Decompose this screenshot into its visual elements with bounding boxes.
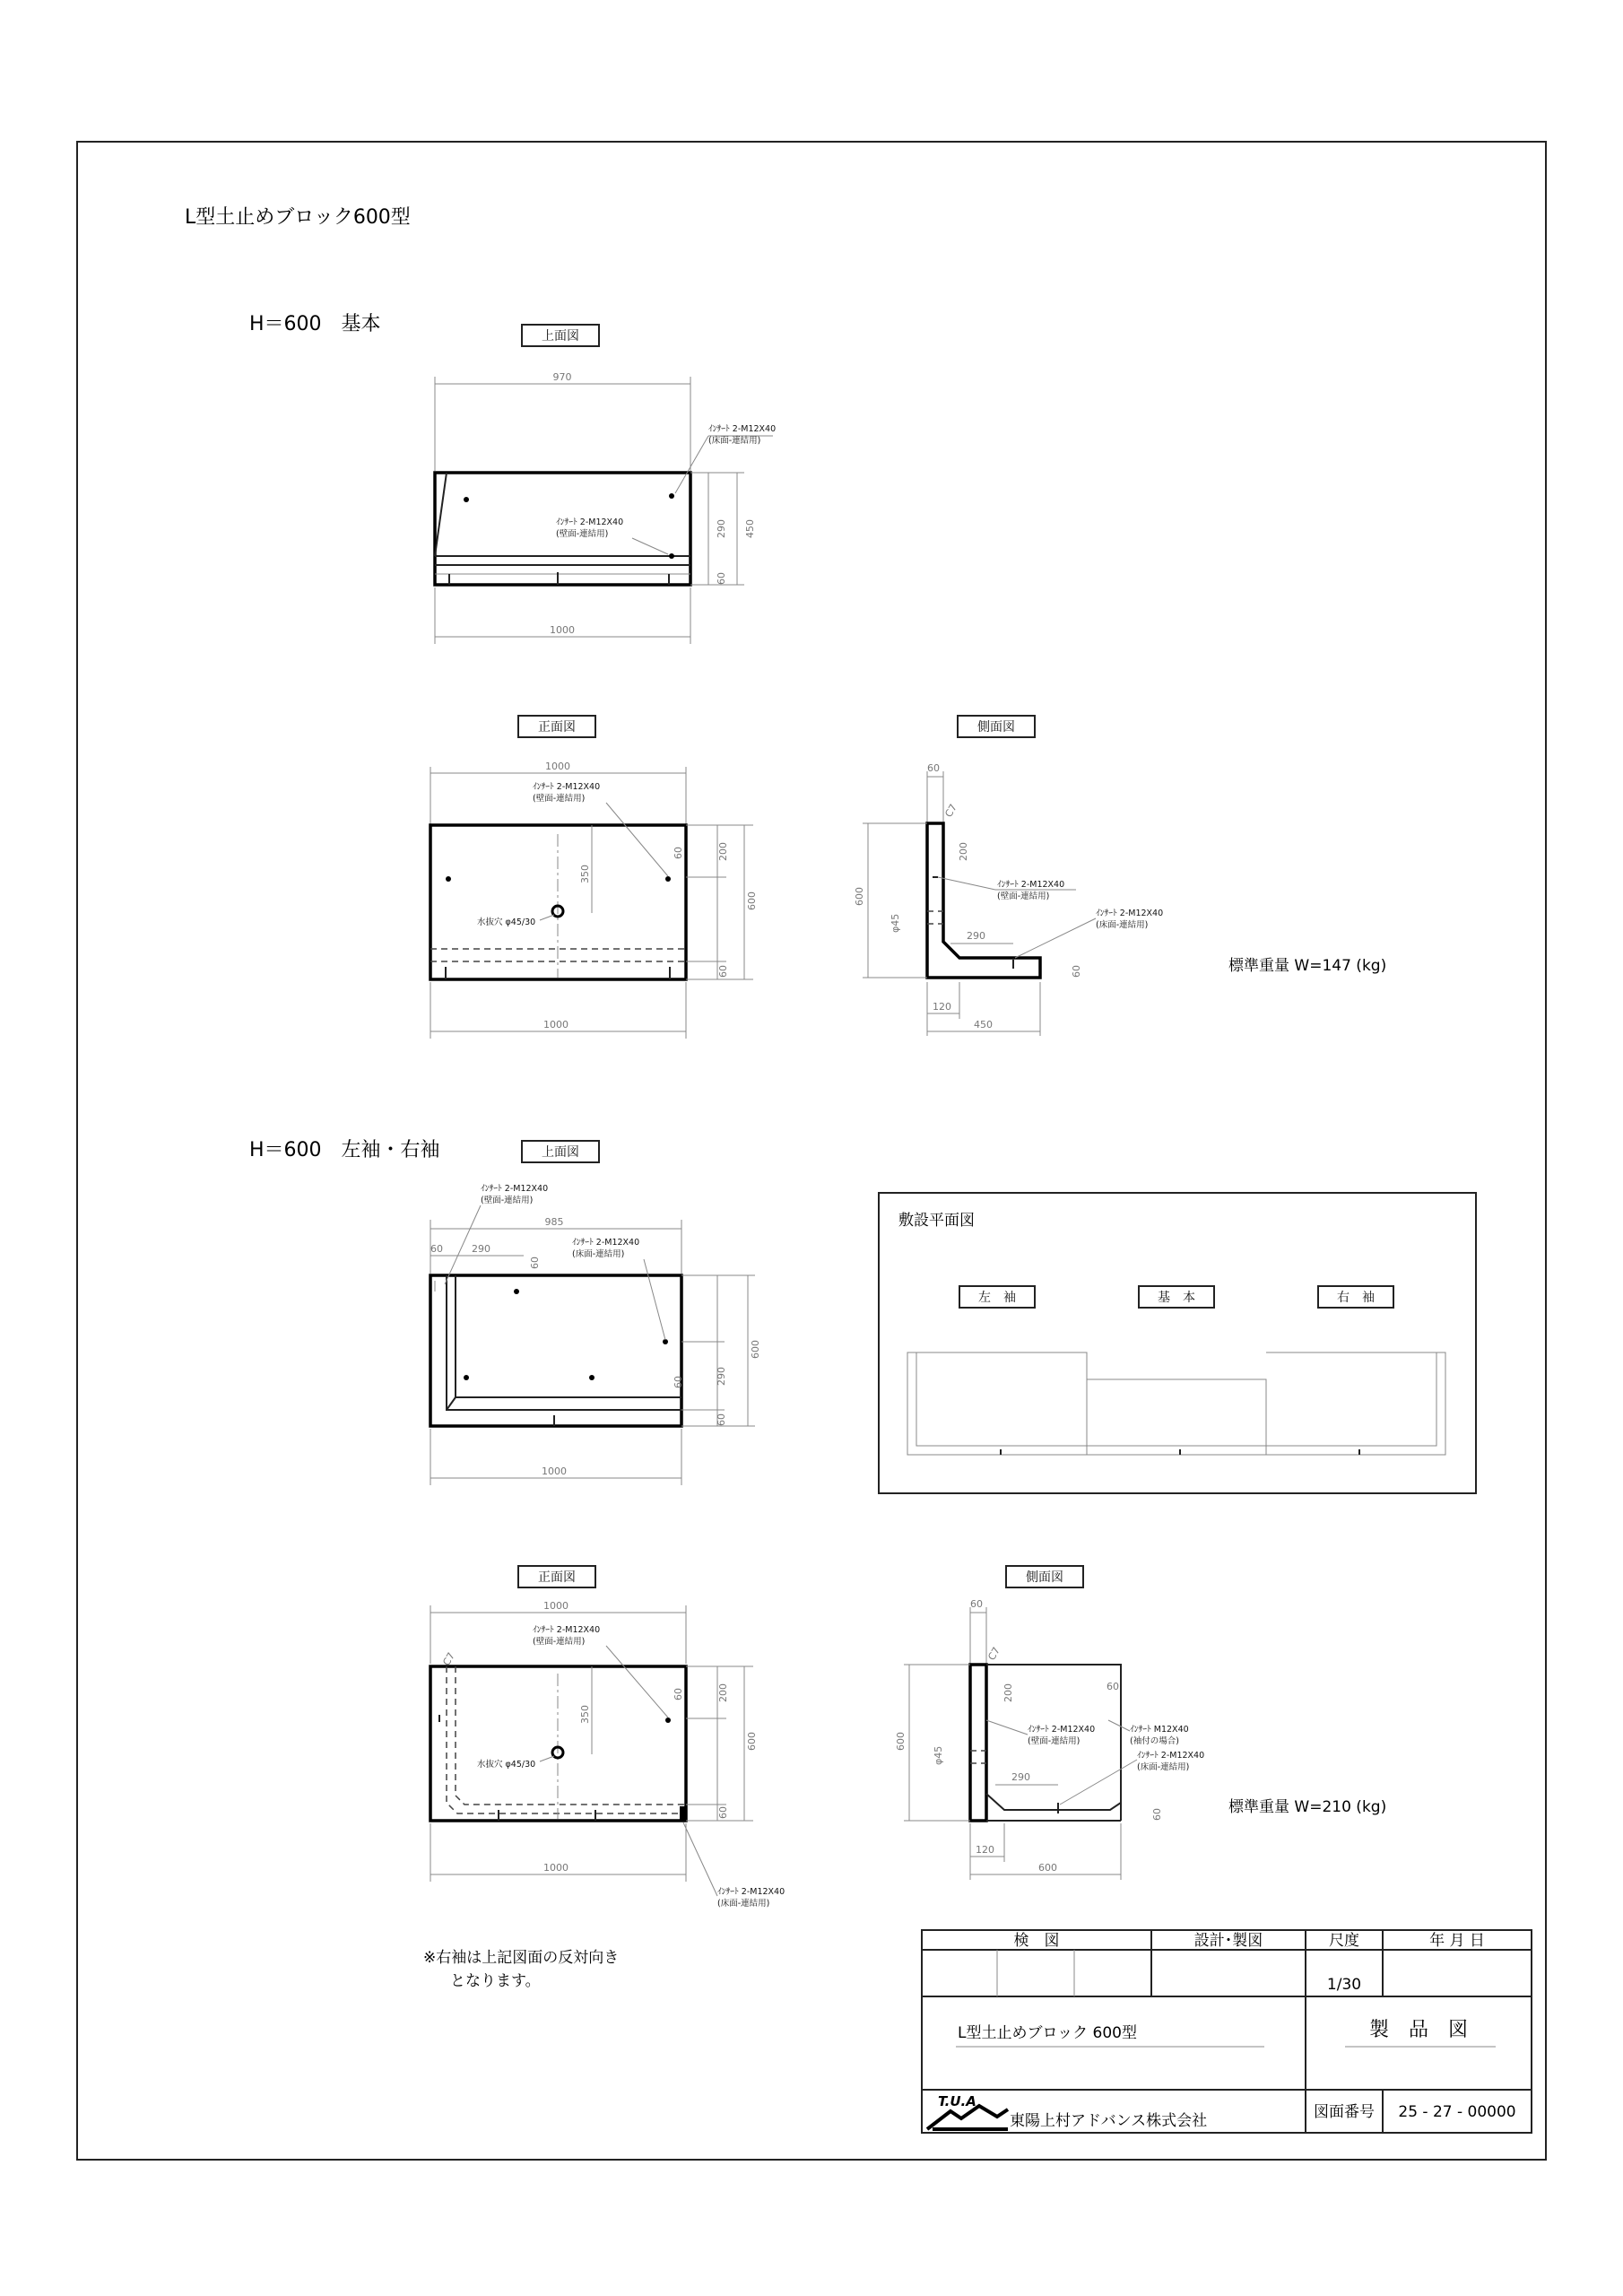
svg-text:450: 450 xyxy=(744,519,756,538)
svg-text:上面図: 上面図 xyxy=(542,329,579,344)
svg-text:基 本: 基 本 xyxy=(1158,1291,1195,1305)
svg-text:敷設平面図: 敷設平面図 xyxy=(898,1212,975,1230)
svg-text:ｲﾝｻｰﾄ 2-M12X40: ｲﾝｻｰﾄ 2-M12X40 xyxy=(556,517,624,527)
svg-text:1000: 1000 xyxy=(542,1465,567,1477)
svg-text:(壁面-連結用): (壁面-連結用) xyxy=(1028,1736,1081,1746)
svg-text:350: 350 xyxy=(579,865,591,883)
svg-text:ｲﾝｻｰﾄ M12X40: ｲﾝｻｰﾄ M12X40 xyxy=(1130,1725,1189,1735)
svg-text:120: 120 xyxy=(933,1001,951,1013)
svg-text:ｲﾝｻｰﾄ 2-M12X40: ｲﾝｻｰﾄ 2-M12X40 xyxy=(572,1238,640,1248)
svg-text:図面番号: 図面番号 xyxy=(1314,2103,1375,2121)
svg-text:450: 450 xyxy=(974,1019,993,1031)
svg-text:60: 60 xyxy=(1151,1808,1163,1821)
svg-text:(壁面-連結用): (壁面-連結用) xyxy=(997,891,1050,901)
svg-text:検 図: 検 図 xyxy=(1013,1932,1060,1950)
svg-text:60: 60 xyxy=(673,1688,684,1700)
svg-text:水抜穴 φ45/30: 水抜穴 φ45/30 xyxy=(477,1760,536,1770)
svg-text:600: 600 xyxy=(746,1732,758,1751)
view-label-top-1 xyxy=(522,325,599,346)
svg-text:年 月 日: 年 月 日 xyxy=(1429,1932,1485,1950)
layout-plan xyxy=(879,1193,1476,1493)
svg-text:120: 120 xyxy=(976,1844,994,1856)
svg-text:正面図: 正面図 xyxy=(538,1570,576,1585)
front-view-basic xyxy=(430,761,758,1039)
company-logo-text: T.U.A xyxy=(938,2093,976,2109)
svg-text:60: 60 xyxy=(430,1243,443,1255)
svg-text:φ45: φ45 xyxy=(890,913,901,933)
svg-text:(床面-連結用): (床面-連結用) xyxy=(1096,920,1149,930)
svg-text:ｲﾝｻｰﾄ 2-M12X40: ｲﾝｻｰﾄ 2-M12X40 xyxy=(708,424,777,434)
top-view-sleeve xyxy=(430,1184,761,1485)
svg-text:985: 985 xyxy=(544,1216,564,1228)
front-view-sleeve xyxy=(430,1600,785,1909)
svg-text:60: 60 xyxy=(970,1598,983,1610)
view-label-side-1 xyxy=(958,716,1035,737)
right-sleeve-note-1: ※右袖は上記図面の反対向き xyxy=(423,1949,620,1967)
svg-text:290: 290 xyxy=(1011,1771,1030,1783)
view-label-side-2 xyxy=(1006,1566,1083,1587)
svg-text:ｲﾝｻｰﾄ 2-M12X40: ｲﾝｻｰﾄ 2-M12X40 xyxy=(1096,909,1164,918)
svg-text:60: 60 xyxy=(1071,965,1082,978)
svg-text:ｲﾝｻｰﾄ 2-M12X40: ｲﾝｻｰﾄ 2-M12X40 xyxy=(533,782,601,792)
svg-text:L型土止めブロック 600型: L型土止めブロック 600型 xyxy=(958,2024,1137,2042)
svg-text:60: 60 xyxy=(927,762,940,774)
svg-text:尺度: 尺度 xyxy=(1329,1932,1359,1950)
svg-text:左 袖: 左 袖 xyxy=(978,1291,1016,1305)
svg-text:(床面-連結用): (床面-連結用) xyxy=(717,1899,770,1909)
svg-text:C7: C7 xyxy=(942,802,959,820)
svg-text:(床面-連結用): (床面-連結用) xyxy=(1137,1762,1190,1772)
svg-text:1/30: 1/30 xyxy=(1326,1976,1362,1994)
svg-text:C7: C7 xyxy=(985,1645,1002,1663)
svg-text:設計･製図: 設計･製図 xyxy=(1193,1932,1263,1950)
svg-text:φ45: φ45 xyxy=(933,1745,944,1765)
view-label-front-1 xyxy=(518,716,595,737)
svg-text:290: 290 xyxy=(967,930,985,942)
side-view-sleeve xyxy=(895,1598,1204,1880)
svg-text:正面図: 正面図 xyxy=(538,720,576,735)
svg-text:1000: 1000 xyxy=(543,1600,568,1612)
svg-text:製 品 図: 製 品 図 xyxy=(1368,2019,1469,2041)
svg-text:350: 350 xyxy=(579,1705,591,1724)
svg-text:970: 970 xyxy=(552,371,572,383)
svg-text:60: 60 xyxy=(716,1413,727,1426)
svg-text:ｲﾝｻｰﾄ 2-M12X40: ｲﾝｻｰﾄ 2-M12X40 xyxy=(533,1625,601,1635)
svg-text:1000: 1000 xyxy=(550,624,575,636)
svg-text:ｲﾝｻｰﾄ 2-M12X40: ｲﾝｻｰﾄ 2-M12X40 xyxy=(481,1184,549,1194)
svg-text:60: 60 xyxy=(673,847,684,859)
svg-text:1000: 1000 xyxy=(545,761,570,772)
svg-text:ｲﾝｻｰﾄ 2-M12X40: ｲﾝｻｰﾄ 2-M12X40 xyxy=(1137,1751,1205,1761)
svg-text:ｲﾝｻｰﾄ 2-M12X40: ｲﾝｻｰﾄ 2-M12X40 xyxy=(1028,1725,1096,1735)
weight-basic: 標準重量 W=147 (kg) xyxy=(1228,957,1387,975)
svg-text:200: 200 xyxy=(958,842,969,861)
svg-text:200: 200 xyxy=(717,1683,729,1702)
weight-sleeve: 標準重量 W=210 (kg) xyxy=(1228,1798,1387,1816)
sheet-title: L型土止めブロック600型 xyxy=(185,206,411,229)
svg-text:60: 60 xyxy=(673,1376,684,1388)
svg-text:290: 290 xyxy=(716,1367,727,1386)
section-basic-heading: H＝600 基本 xyxy=(249,313,381,335)
right-sleeve-note-2: となります。 xyxy=(450,1972,541,1990)
svg-text:60: 60 xyxy=(717,965,729,978)
svg-text:290: 290 xyxy=(716,519,727,538)
svg-text:(壁面-連結用): (壁面-連結用) xyxy=(533,1637,586,1647)
svg-text:290: 290 xyxy=(472,1243,490,1255)
side-view-basic xyxy=(854,762,1163,1036)
svg-text:1000: 1000 xyxy=(543,1019,568,1031)
top-view-basic xyxy=(435,371,776,644)
title-block xyxy=(922,1930,1532,2133)
svg-text:60: 60 xyxy=(717,1806,729,1819)
svg-text:水抜穴 φ45/30: 水抜穴 φ45/30 xyxy=(477,918,536,927)
svg-text:(壁面-連結用): (壁面-連結用) xyxy=(481,1196,534,1205)
svg-text:側面図: 側面図 xyxy=(977,720,1015,735)
svg-text:東陽上村アドバンス株式会社: 東陽上村アドバンス株式会社 xyxy=(1010,2112,1208,2130)
section-sleeve-heading: H＝600 左袖・右袖 xyxy=(249,1139,440,1161)
view-label-top-2 xyxy=(522,1141,599,1162)
svg-text:60: 60 xyxy=(529,1257,541,1269)
svg-text:ｲﾝｻｰﾄ 2-M12X40: ｲﾝｻｰﾄ 2-M12X40 xyxy=(717,1887,785,1897)
svg-text:(床面-連結用): (床面-連結用) xyxy=(572,1249,625,1259)
svg-text:600: 600 xyxy=(1038,1862,1057,1874)
svg-text:ｲﾝｻｰﾄ 2-M12X40: ｲﾝｻｰﾄ 2-M12X40 xyxy=(997,880,1065,890)
svg-text:(床面-連結用): (床面-連結用) xyxy=(708,436,761,446)
svg-text:600: 600 xyxy=(895,1732,907,1751)
svg-text:上面図: 上面図 xyxy=(542,1145,579,1160)
svg-text:600: 600 xyxy=(746,891,758,910)
svg-text:側面図: 側面図 xyxy=(1026,1570,1063,1585)
svg-text:C7: C7 xyxy=(440,1650,457,1668)
svg-text:200: 200 xyxy=(717,842,729,861)
svg-text:60: 60 xyxy=(716,572,727,585)
svg-text:(壁面-連結用): (壁面-連結用) xyxy=(556,529,609,539)
svg-text:1000: 1000 xyxy=(543,1862,568,1874)
svg-text:600: 600 xyxy=(750,1340,761,1359)
svg-text:25 - 27 - 00000: 25 - 27 - 00000 xyxy=(1398,2103,1516,2121)
svg-text:200: 200 xyxy=(1002,1683,1014,1702)
svg-text:600: 600 xyxy=(854,887,865,906)
view-label-front-2 xyxy=(518,1566,595,1587)
svg-text:右 袖: 右 袖 xyxy=(1337,1291,1375,1305)
svg-text:60: 60 xyxy=(1107,1681,1119,1692)
svg-text:(袖付の場合): (袖付の場合) xyxy=(1130,1736,1179,1746)
svg-text:(壁面-連結用): (壁面-連結用) xyxy=(533,794,586,804)
